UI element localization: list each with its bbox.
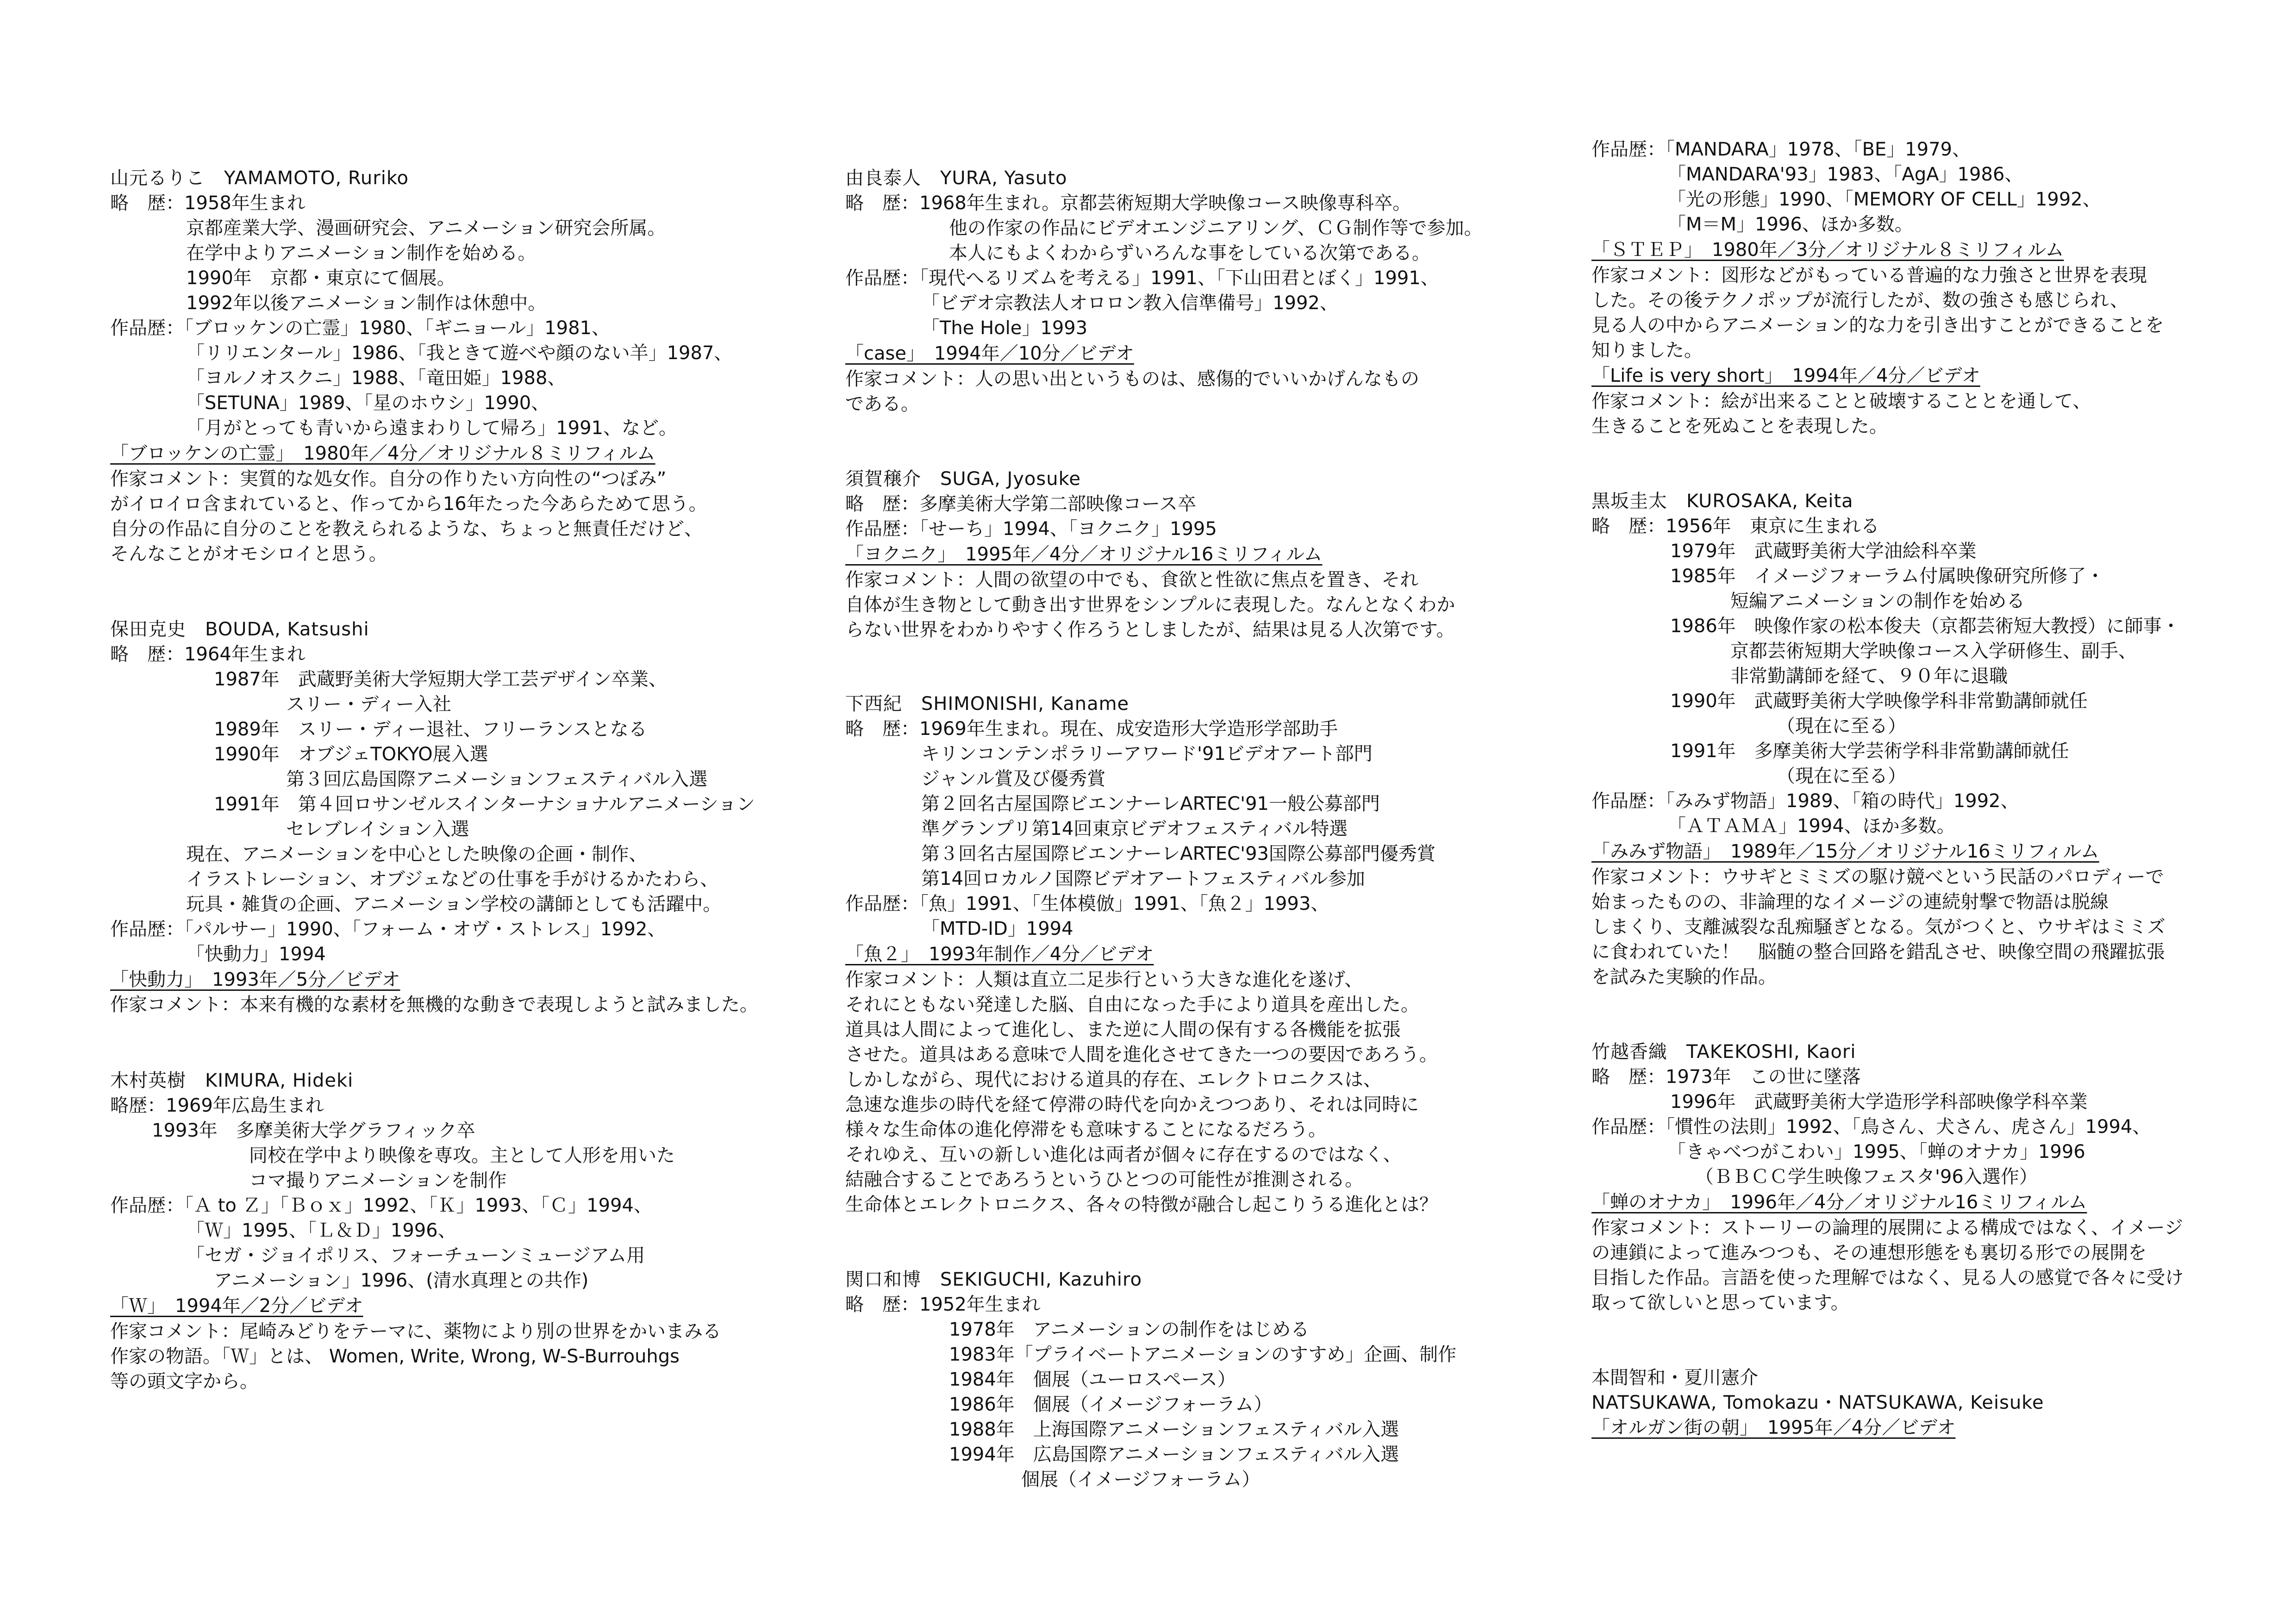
text-line: 道具は人間によって進化し、また逆に人間の保有する各機能を拡張	[845, 1019, 1401, 1040]
text-line: 「SETUNA」1989、「星のホウシ」1990、	[186, 392, 550, 414]
text-line: 略 歴：1958年生まれ	[110, 193, 306, 214]
text-line: 見る人の中からアニメーション的な力を引き出すことができることを	[1591, 315, 2164, 336]
text-line: それゆえ、互いの新しい進化は両者が個々に存在するのではなく、	[845, 1144, 1402, 1165]
work-title: 「みみず物語」 1989年／15分／オリジナル16ミリフィルム	[1591, 841, 2099, 862]
text-line: 作家コメント：ウサギとミミズの駆け競べという民話のパロディーで	[1591, 866, 2164, 888]
text-line: 1996年 武蔵野美術大学造形学科部映像学科卒業	[1670, 1091, 2088, 1113]
text-line: らない世界をわかりやすく作ろうとしましたが、結果は見る人次第です。	[845, 619, 1455, 640]
text-line: 1988年 上海国際アニメーションフェスティバル入選	[949, 1419, 1399, 1440]
text-line: 作家コメント：人の思い出というものは、感傷的でいいかげんなもの	[845, 368, 1419, 390]
text-line: 第14回ロカルノ国際ビデオアートフェスティバル参加	[921, 868, 1365, 889]
text-line: 自体が生き物として動き出す世界をシンプルに表現した。なんとなくわか	[845, 594, 1455, 616]
text-line: 1990年 オブジェTOKYO展入選	[214, 744, 488, 765]
text-line: キリンコンテンポラリーアワード'91ビデオアート部門	[921, 743, 1373, 765]
text-line: 1991年 第４回ロサンゼルスインターナショナルアニメーション	[214, 794, 755, 815]
artist-heading: 下西紀 SHIMONISHI, Kaname	[845, 693, 1129, 715]
text-line: を試みた実験的作品。	[1591, 966, 1777, 988]
text-line: 作品歴：「ブロッケンの亡霊」1980、「ギニョール」1981、	[110, 317, 610, 339]
text-line: スリー・ディー入社	[286, 694, 451, 715]
text-line: 作品歴：「慣性の法則」1992、「鳥さん、犬さん、虎さん」1994、	[1591, 1116, 2151, 1138]
text-line: 1992年以後アニメーション制作は休憩中。	[186, 292, 547, 314]
text-line: イラストレーション、オブジェなどの仕事を手がけるかたわら、	[186, 869, 719, 890]
text-line: 知りました。	[1591, 340, 1703, 361]
text-line: 作家コメント：ストーリーの論理的展開による構成ではなく、イメージ	[1591, 1217, 2183, 1238]
artist-heading: 須賀穣介 SUGA, Jyosuke	[845, 468, 1081, 490]
text-line: 作家コメント：図形などがもっている普遍的な力強さと世界を表現	[1591, 265, 2147, 286]
text-line: 1989年 スリー・ディー退社、フリーランスとなる	[214, 719, 647, 740]
work-title: 「魚２」 1993年制作／4分／ビデオ	[845, 944, 1154, 965]
text-line: 1994年 広島国際アニメーションフェスティバル入選	[949, 1444, 1399, 1465]
text-line: 「Ｗ」1995、「Ｌ＆Ｄ」1996、	[186, 1220, 456, 1241]
artist-heading: NATSUKAWA, Tomokazu・NATSUKAWA, Keisuke	[1591, 1392, 2044, 1413]
text-line: がイロイロ含まれていると、作ってから16年たった今あらためて思う。	[110, 493, 707, 515]
text-line: 「The Hole」1993	[921, 317, 1088, 339]
artist-heading: 由良泰人 YURA, Yasuto	[845, 168, 1067, 189]
artist-heading: 保田克史 BOUDA, Katsushi	[110, 619, 369, 640]
text-line: 取って欲しいと思っています。	[1591, 1292, 1849, 1313]
text-line: 自分の作品に自分のことを教えられるような、ちょっと無責任だけど、	[110, 518, 703, 540]
text-line: 京都産業大学、漫画研究会、アニメーション研究会所属。	[186, 218, 666, 239]
text-line: 「M＝M」1996、ほか多数。	[1667, 214, 1913, 235]
text-line: 始まったものの、非論理的なイメージの連続射撃で物語は脱線	[1591, 891, 2109, 913]
text-line: 京都芸術短期大学映像コース入学研修生、副手、	[1730, 640, 2137, 662]
text-line: 1993年 多摩美術大学グラフィック卒	[152, 1120, 475, 1141]
work-title: 「蝉のオナカ」 1996年／4分／オリジナル16ミリフィルム	[1591, 1192, 2087, 1213]
text-line: 「MANDARA'93」1983、「AgA」1986、	[1667, 164, 2023, 185]
artist-heading: 山元るりこ YAMAMOTO, Ruriko	[110, 168, 409, 189]
text-line: 等の頭文字から。	[110, 1371, 258, 1392]
text-line: ジャンル賞及び優秀賞	[921, 768, 1106, 790]
text-line: の連鎖によって進みつつも、その連想形態をも裏切る形での展開を	[1591, 1242, 2147, 1263]
text-line: 1985年 イメージフォーラム付属映像研究所修了・	[1670, 566, 2105, 587]
work-title: 「ＳＴＥＰ」 1980年／3分／オリジナル８ミリフィルム	[1591, 239, 2064, 261]
text-line: 1990年 京都・東京にて個展。	[186, 267, 455, 289]
text-line: 「ＡＴＡＭＡ」1994、ほか多数。	[1667, 815, 1955, 837]
text-line: 作品歴：「せーち」1994、「ヨクニク」1995	[845, 518, 1217, 540]
text-line: 生命体とエレクトロニクス、各々の特徴が融合し起こりうる進化とは？	[845, 1194, 1438, 1215]
text-line: 在学中よりアニメーション制作を始める。	[186, 243, 537, 264]
work-title: 「ブロッケンの亡霊」 1980年／4分／オリジナル８ミリフィルム	[110, 443, 655, 464]
text-line: 目指した作品。言語を使った理解ではなく、見る人の感覚で各々に受け	[1591, 1267, 2184, 1288]
work-title: 「Ｗ」 1994年／2分／ビデオ	[110, 1295, 363, 1317]
text-line: 作品歴：「Ａ to Ｚ」「Ｂｏｘ」1992、「Ｋ」1993、「Ｃ」1994、	[110, 1195, 652, 1216]
text-line: 玩具・雑貨の企画、アニメーション学校の講師としても活躍中。	[186, 894, 722, 915]
text-line: 1979年 武蔵野美術大学油絵科卒業	[1670, 541, 1977, 562]
text-line: 略歴：1969年広島生まれ	[110, 1095, 324, 1116]
text-line: 略 歴：1969年生まれ。現在、成安造形大学造形学部助手	[845, 718, 1338, 740]
text-line: 本人にもよくわからずいろんな事をしている次第である。	[949, 243, 1430, 264]
text-line: 非常勤講師を経て、９０年に退職	[1730, 665, 2008, 687]
text-line: アニメーション」1996、(清水真理との共作)	[214, 1270, 589, 1291]
text-line: 準グランプリ第14回東京ビデオフェスティバル特選	[921, 818, 1348, 839]
text-line: 1986年 個展（イメージフォーラム）	[949, 1394, 1273, 1415]
work-title: 「case」 1994年／10分／ビデオ	[845, 343, 1134, 364]
text-line: 短編アニメーションの制作を始める	[1730, 591, 2025, 612]
text-line: 第３回広島国際アニメーションフェスティバル入選	[286, 769, 708, 790]
text-line: 1984年 個展（ユーロスペース）	[949, 1369, 1236, 1390]
text-line: 1987年 武蔵野美術大学短期大学工芸デザイン卒業、	[214, 669, 667, 690]
text-line: 作家コメント：尾崎みどりをテーマに、薬物により別の世界をかいまみる	[110, 1321, 721, 1342]
text-line: 「月がとっても青いから遠まわりして帰ろ」1991、など。	[186, 417, 677, 439]
artist-heading: 関口和博 SEKIGUCHI, Kazuhiro	[845, 1269, 1142, 1290]
text-line: させた。道具はある意味で人間を進化させてきた一つの要因であろう。	[845, 1044, 1438, 1065]
text-line: 略 歴：1956年 東京に生まれる	[1591, 516, 1879, 537]
text-line: 作品歴：「現代へるリズムを考える」1991、「下山田君とぼく」1991、	[845, 267, 1439, 289]
text-line: 本間智和・夏川憲介	[1591, 1367, 1758, 1388]
text-line: 1991年 多摩美術大学芸術学科非常勤講師就任	[1670, 740, 2069, 762]
text-line: コマ撮りアニメーションを制作	[249, 1170, 507, 1191]
text-line: 他の作家の作品にビデオエンジニアリング、ＣＧ制作等で参加。	[949, 218, 1483, 239]
text-line: 生きることを死ぬことを表現した。	[1591, 416, 1888, 437]
text-line: 略 歴：1964年生まれ	[110, 644, 306, 665]
work-title: 「ヨクニク」 1995年／4分／オリジナル16ミリフィルム	[845, 544, 1323, 565]
text-line: 略 歴：1973年 この世に墜落	[1591, 1066, 1861, 1088]
text-line: 作家コメント：実質的な処女作。自分の作りたい方向性の“つぼみ”	[110, 468, 667, 490]
text-line: そんなことがオモシロイと思う。	[110, 543, 387, 565]
text-line: 作家コメント：絵が出来ることと破壊することとを通して、	[1591, 391, 2091, 412]
text-line: 作家コメント：人類は直立二足歩行という大きな進化を遂げ、	[845, 969, 1363, 990]
text-line: 作品歴：「MANDARA」1978、「BE」1979、	[1591, 139, 1971, 160]
artist-heading: 黒坂圭太 KUROSAKA, Keita	[1591, 491, 1853, 512]
text-line: 作家の物語。「Ｗ」とは、 Women, Write, Wrong, W-S-Burrouhgs	[110, 1346, 680, 1367]
text-line: 「ビデオ宗教法人オロロン教入信準備号」1992、	[921, 292, 1338, 314]
text-line: 第３回名古屋国際ビエンナーレARTEC'93国際公募部門優秀賞	[921, 843, 1435, 864]
text-line: 結融合することであろうというひとつの可能性が推測される。	[845, 1169, 1364, 1190]
text-line: 作品歴：「パルサー」1990、「フォーム・オヴ・ストレス」1992、	[110, 919, 666, 940]
work-title: 「オルガン街の朝」 1995年／4分／ビデオ	[1591, 1417, 1956, 1438]
text-line: （現在に至る）	[1777, 765, 1906, 787]
text-line: に食われていた！ 脳髄の整合回路を錯乱させ、映像空間の飛躍拡張	[1591, 941, 2165, 963]
text-line: しまくり、支離滅裂な乱痴騒ぎとなる。気がつくと、ウサギはミミズ	[1591, 916, 2165, 938]
text-line: 略 歴：1952年生まれ	[845, 1294, 1041, 1315]
text-line: 1983年「プライベートアニメーションのすすめ」企画、制作	[949, 1344, 1457, 1365]
text-line: 「セガ・ジョイポリス、フォーチューンミュージアム用	[186, 1245, 645, 1266]
text-line: 作品歴：「みみず物語」1989、「箱の時代」1992、	[1591, 790, 2019, 812]
text-line: 「MTD-ID」1994	[921, 918, 1073, 939]
artist-heading: 木村英樹 KIMURA, Hideki	[110, 1070, 354, 1091]
text-line: 略 歴：多摩美術大学第二部映像コース卒	[845, 493, 1196, 515]
text-line: （ＢＢＣＣ学生映像フェスタ'96入選作）	[1695, 1166, 2038, 1188]
text-line: 現在、アニメーションを中心とした映像の企画・制作、	[186, 844, 648, 865]
work-title: 「Life is very short」 1994年／4分／ビデオ	[1591, 365, 1980, 386]
artist-heading: 竹越香織 TAKEKOSHI, Kaori	[1591, 1041, 1856, 1063]
text-line: 作家コメント：人間の欲望の中でも、食欲と性欲に焦点を置き、それ	[845, 569, 1419, 591]
text-line: 第２回名古屋国際ビエンナーレARTEC'91一般公募部門	[921, 793, 1380, 815]
text-line: 「光の形態」1990、「MEMORY OF CELL」1992、	[1667, 189, 2101, 210]
text-line: 「快動力」1994	[186, 944, 326, 965]
text-line: 「ヨルノオスクニ」1988、「竜田姫」1988、	[186, 367, 566, 389]
text-line: 略 歴：1968年生まれ。京都芸術短期大学映像コース映像専科卒。	[845, 193, 1411, 214]
text-line: （現在に至る）	[1777, 715, 1906, 737]
text-line: 作品歴：「魚」1991、「生体模倣」1991、「魚２」1993、	[845, 893, 1329, 914]
text-line: 様々な生命体の進化停滞をも意味することになるだろう。	[845, 1119, 1327, 1140]
text-line: 同校在学中より映像を専攻。主として人形を用いた	[249, 1145, 675, 1166]
text-line: 「リリエンタール」1986、「我ときて遊べや顔のない羊」1987、	[186, 342, 733, 364]
text-line: 1986年 映像作家の松本俊夫（京都芸術短大教授）に師事・	[1670, 616, 2180, 637]
text-line: 個展（イメージフォーラム）	[1021, 1469, 1260, 1490]
work-title: 「快動力」 1993年／5分／ビデオ	[110, 969, 400, 990]
text-line: 1990年 武蔵野美術大学映像学科非常勤講師就任	[1670, 690, 2088, 712]
text-line: セレブレイション入選	[286, 819, 469, 840]
text-line: それにともない発達した脳、自由になった手により道具を産出した。	[845, 994, 1419, 1015]
text-line: 急速な進歩の時代を経て停滞の時代を向かえつつあり、それは同時に	[845, 1094, 1419, 1115]
text-line: 作家コメント：本来有機的な素材を無機的な動きで表現しようと試みました。	[110, 994, 758, 1015]
text-line: 1978年 アニメーションの制作をはじめる	[949, 1319, 1310, 1340]
text-line: した。その後テクノポップが流行したが、数の強さも感じられ、	[1591, 290, 2128, 311]
text-line: しかしながら、現代における道具的存在、エレクトロニクスは、	[845, 1069, 1382, 1090]
text-line: 「きゃべつがこわい」1995、「蝉のオナカ」1996	[1667, 1141, 2085, 1163]
text-line: である。	[845, 393, 919, 415]
